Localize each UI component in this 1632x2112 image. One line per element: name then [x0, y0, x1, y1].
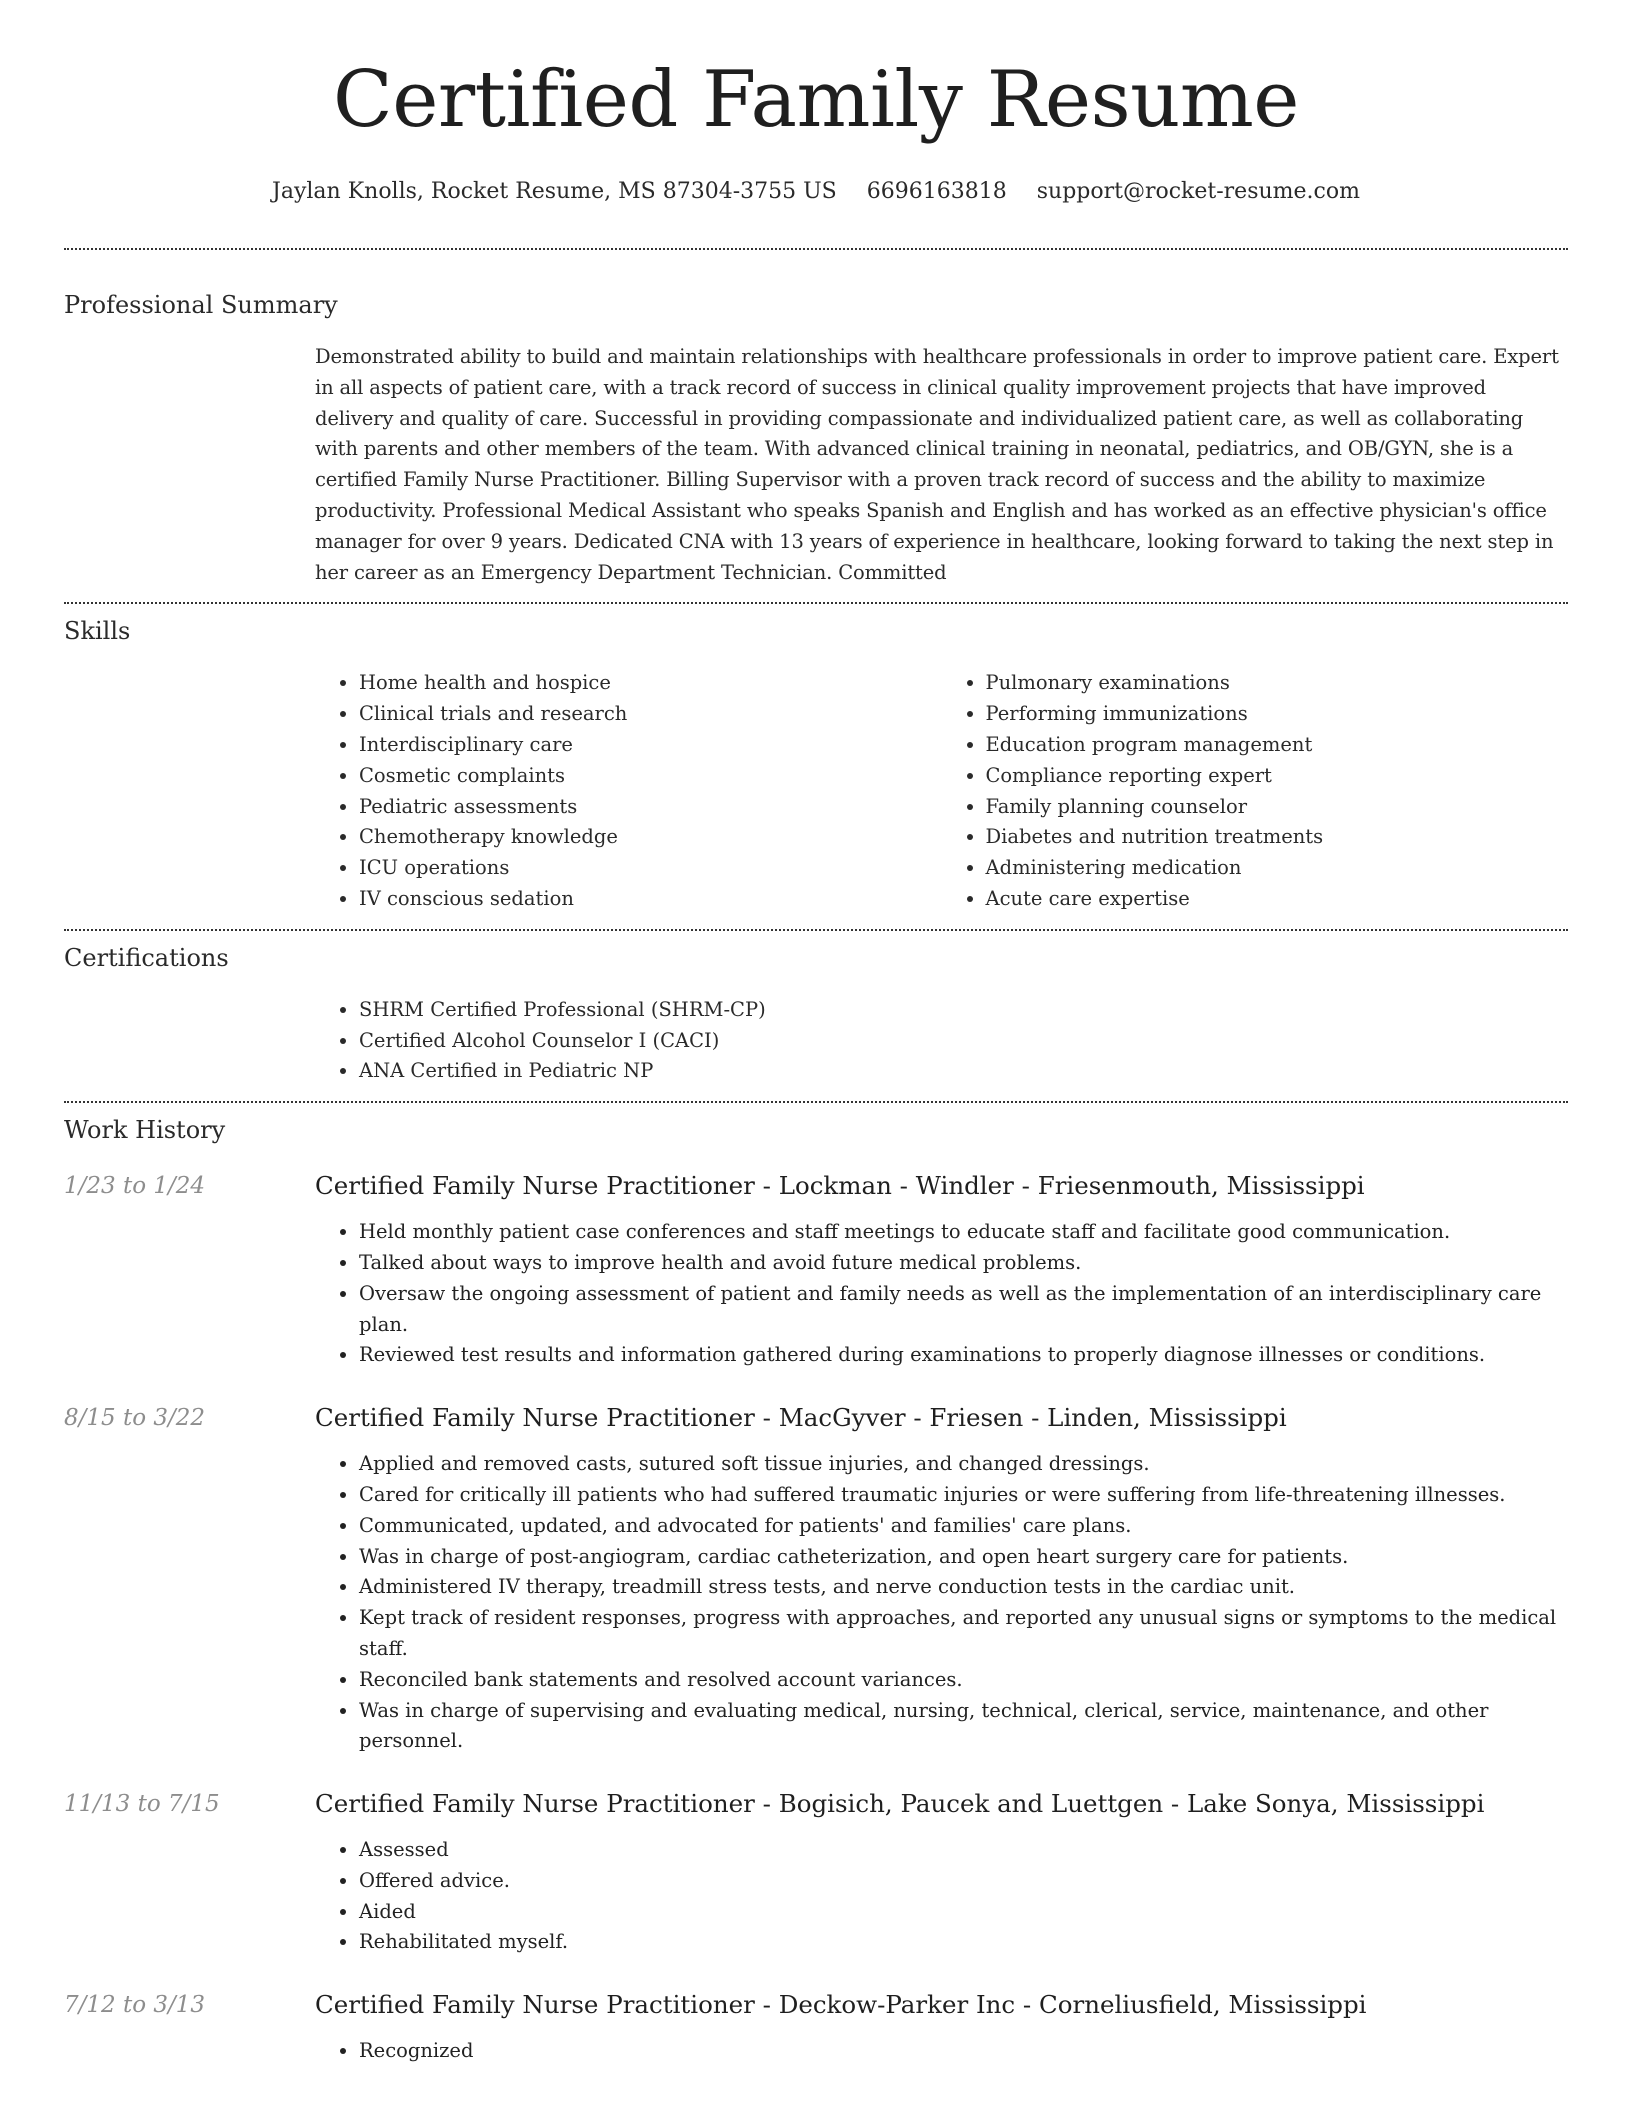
job-title: Certified Family Nurse Practitioner - Lockman - Windler - Friesenmouth, Mississippi [315, 1171, 1365, 1201]
job-dates: 1/23 to 1/24 [64, 1173, 206, 1200]
certification-item: • SHRM Certified Professional (SHRM-CP) [359, 995, 1568, 1026]
skill-item: • Acute care expertise [986, 884, 1569, 915]
job-bullet-list [315, 2036, 1568, 2067]
summary-text: Demonstrated ability to build and maintain relationships with healthcare professionals in order to improve patient care. Expert in all aspects of patient care, with a track record of success in clinical quality improvement projects that have improved delivery and quality of care. Successful in providing compassionate and individualized patient care, as well as collaborating with parents and other members of the team. With advanced clinical training in neonatal, pediatrics, and OB/GYN, she is a certified Family Nurse Practitioner. Billing Supervisor with a proven track record of success and the ability to maximize productivity. Professional Medical Assistant who speaks Spanish and English and has worked as an effective physician's office manager for over 9 years. Dedicated CNA with 13 years of experience in healthcare, looking forward to taking the next step in her career as an Emergency Department Technician. Committed [315, 345, 1559, 584]
skill-item: • Chemotherapy knowledge [359, 822, 942, 853]
job-bullet: • Assessed [359, 1835, 1568, 1866]
skill-item: • Pulmonary examinations [986, 668, 1569, 699]
skill-item: • Education program management [986, 730, 1569, 761]
job-bullet: • Oversaw the ongoing assessment of patient and family needs as well as the implementation of an interdisciplinary care plan. [359, 1279, 1568, 1341]
skill-item: • Administering medication [986, 853, 1569, 884]
job-dates: 11/13 to 7/15 [64, 1791, 220, 1818]
job-entry [64, 1990, 1568, 2067]
skills-section [64, 604, 1568, 914]
contact-address: Jaylan Knolls, Rocket Resume, MS 87304-3755 US [272, 179, 837, 204]
job-bullet: • Was in charge of post-angiogram, cardiac catheterization, and open heart surgery care for patients. [359, 1542, 1568, 1573]
job-bullet: • Administered IV therapy, treadmill stress tests, and nerve conduction tests in the cardiac unit. [359, 1572, 1568, 1603]
job-bullet: • Communicated, updated, and advocated for patients' and families' care plans. [359, 1511, 1568, 1542]
skill-item: • Home health and hospice [359, 668, 942, 699]
job-dates: 7/12 to 3/13 [64, 1992, 206, 2019]
skills-list-right [942, 668, 1569, 914]
summary-heading: Professional Summary [64, 291, 338, 319]
skill-item: • Clinical trials and research [359, 699, 942, 730]
job-entry [64, 1171, 1568, 1371]
job-bullet-list [315, 1449, 1568, 1757]
job-entry [64, 1403, 1568, 1757]
skills-heading: Skills [64, 617, 131, 646]
skill-item: • Pediatric assessments [359, 792, 942, 823]
contact-phone[interactable]: 6696163818 [866, 179, 1007, 204]
certification-item: • Certified Alcohol Counselor I (CACI) [359, 1026, 1568, 1057]
job-bullet: • Held monthly patient case conferences and staff meetings to educate staff and facilitate good communication. [359, 1217, 1568, 1248]
skill-item: • Cosmetic complaints [359, 761, 942, 792]
certifications-heading: Certifications [64, 943, 229, 972]
skill-item: • Performing immunizations [986, 699, 1569, 730]
contact-line [64, 178, 1568, 206]
work-history-heading: Work History [64, 1116, 226, 1145]
skill-item: • Family planning counselor [986, 792, 1569, 823]
skill-item: • Compliance reporting expert [986, 761, 1569, 792]
job-bullet: • Rehabilitated myself. [359, 1927, 1568, 1958]
work-history-section [64, 1103, 1568, 2067]
job-bullet: • Aided [359, 1897, 1568, 1928]
certification-item: • ANA Certified in Pediatric NP [359, 1056, 1568, 1087]
job-bullet: • Applied and removed casts, sutured soft tissue injuries, and changed dressings. [359, 1449, 1568, 1480]
job-title: Certified Family Nurse Practitioner - Bogisich, Paucek and Luettgen - Lake Sonya, Mississippi [315, 1789, 1485, 1819]
job-entry [64, 1789, 1568, 1958]
resume-title: Certified Family Resume [333, 55, 1299, 145]
skill-item: • Diabetes and nutrition treatments [986, 822, 1569, 853]
skill-item: • Interdisciplinary care [359, 730, 942, 761]
skills-list-left [315, 668, 942, 914]
job-bullet: • Kept track of resident responses, progress with approaches, and reported any unusual signs or symptoms to the medical staff. [359, 1603, 1568, 1665]
skill-item: • ICU operations [359, 853, 942, 884]
skill-item: • IV conscious sedation [359, 884, 942, 915]
job-bullet: • Offered advice. [359, 1866, 1568, 1897]
certifications-section [64, 931, 1568, 1087]
job-bullet: • Recognized [359, 2036, 1568, 2067]
certifications-list [315, 995, 1568, 1087]
job-dates: 8/15 to 3/22 [64, 1405, 206, 1432]
job-bullet-list [315, 1217, 1568, 1371]
contact-email[interactable]: support@rocket-resume.com [1036, 179, 1360, 204]
job-bullet: • Was in charge of supervising and evaluating medical, nursing, technical, clerical, service, maintenance, and other personnel. [359, 1696, 1568, 1758]
summary-section [64, 250, 1568, 588]
job-bullet: • Talked about ways to improve health and avoid future medical problems. [359, 1248, 1568, 1279]
job-bullet: • Reconciled bank statements and resolved account variances. [359, 1665, 1568, 1696]
job-bullet: • Cared for critically ill patients who had suffered traumatic injuries or were suffering from life-threatening illnesses. [359, 1480, 1568, 1511]
job-title: Certified Family Nurse Practitioner - Deckow-Parker Inc - Corneliusfield, Mississippi [315, 1990, 1367, 2020]
job-title: Certified Family Nurse Practitioner - MacGyver - Friesen - Linden, Mississippi [315, 1403, 1287, 1433]
job-bullet: • Reviewed test results and information gathered during examinations to properly diagnose illnesses or conditions. [359, 1340, 1568, 1371]
job-bullet-list [315, 1835, 1568, 1958]
